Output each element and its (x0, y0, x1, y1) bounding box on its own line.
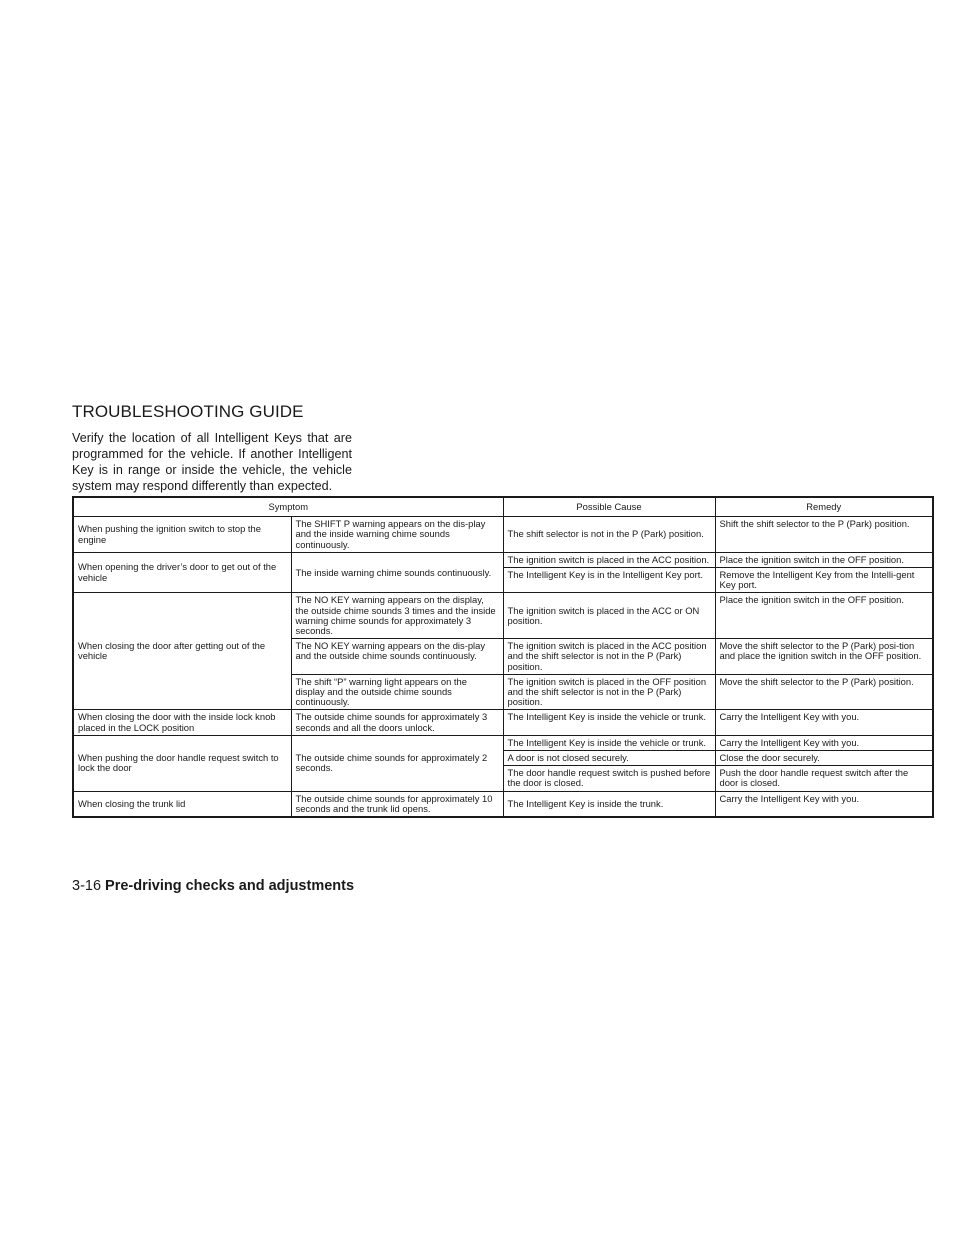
section-title: TROUBLESHOOTING GUIDE (72, 402, 304, 421)
cause-cell: The shift selector is not in the P (Park) position. (503, 517, 715, 553)
remedy-cell: Carry the Intelligent Key with you. (715, 710, 933, 735)
cause-cell: The door handle request switch is pushed before the door is closed. (503, 766, 715, 791)
condition-cell: The shift “P” warning light appears on the display and the outside chime sounds continuously. (291, 674, 503, 710)
remedy-cell: Carry the Intelligent Key with you. (715, 791, 933, 817)
symptom-cell: When pushing the ignition switch to stop the engine (73, 517, 291, 553)
condition-cell: The outside chime sounds for approximately 3 seconds and all the doors unlock. (291, 710, 503, 735)
condition-cell: The NO KEY warning appears on the dis-play and the outside chime sounds continuously. (291, 639, 503, 675)
symptom-cell: When closing the door after getting out of the vehicle (73, 593, 291, 710)
cause-cell: A door is not closed securely. (503, 751, 715, 766)
table-row (73, 735, 933, 750)
remedy-cell: Shift the shift selector to the P (Park) position. (715, 517, 933, 553)
symptom-cell: When closing the trunk lid (73, 791, 291, 817)
troubleshooting-table (72, 496, 934, 818)
table-row (73, 791, 933, 817)
header-remedy: Remedy (715, 497, 933, 517)
header-symptom: Symptom (73, 497, 503, 517)
cause-cell: The ignition switch is placed in the OFF position and the shift selector is not in the P (Park) position. (503, 674, 715, 710)
remedy-cell: Place the ignition switch in the OFF position. (715, 593, 933, 639)
symptom-cell: When closing the door with the inside lock knob placed in the LOCK position (73, 710, 291, 735)
table-row (73, 517, 933, 553)
table-row (73, 710, 933, 735)
table-row (73, 552, 933, 567)
cause-cell: The Intelligent Key is inside the vehicle or trunk. (503, 735, 715, 750)
remedy-cell: Carry the Intelligent Key with you. (715, 735, 933, 750)
cause-cell: The Intelligent Key is inside the vehicle or trunk. (503, 710, 715, 735)
cause-cell: The Intelligent Key is inside the trunk. (503, 791, 715, 817)
table-header-row (73, 497, 933, 517)
header-possible-cause: Possible Cause (503, 497, 715, 517)
remedy-cell: Move the shift selector to the P (Park) position. (715, 674, 933, 710)
remedy-cell: Push the door handle request switch after the door is closed. (715, 766, 933, 791)
cause-cell: The ignition switch is placed in the ACC position and the shift selector is not in the P (Park) position. (503, 639, 715, 675)
cause-cell: The Intelligent Key is in the Intelligent Key port. (503, 568, 715, 593)
remedy-cell: Close the door securely. (715, 751, 933, 766)
condition-cell: The SHIFT P warning appears on the dis-play and the inside warning chime sounds continuously. (291, 517, 503, 553)
remedy-cell: Remove the Intelligent Key from the Intelli-gent Key port. (715, 568, 933, 593)
remedy-cell: Move the shift selector to the P (Park) posi-tion and place the ignition switch in the OFF position. (715, 639, 933, 675)
condition-cell: The inside warning chime sounds continuously. (291, 552, 503, 593)
page-footer (72, 878, 354, 894)
symptom-cell: When opening the driver’s door to get out of the vehicle (73, 552, 291, 593)
footer-section-name: Pre-driving checks and adjustments (105, 878, 355, 894)
table-row (73, 593, 933, 639)
condition-cell: The outside chime sounds for approximately 10 seconds and the trunk lid opens. (291, 791, 503, 817)
condition-cell: The outside chime sounds for approximately 2 seconds. (291, 735, 503, 791)
cause-cell: The ignition switch is placed in the ACC position. (503, 552, 715, 567)
page-number: 3-16 (72, 878, 102, 894)
symptom-cell: When pushing the door handle request switch to lock the door (73, 735, 291, 791)
condition-cell: The NO KEY warning appears on the display, the outside chime sounds 3 times and the inside warning chime sounds for approximately 3 seconds. (291, 593, 503, 639)
intro-paragraph: Verify the location of all Intelligent Keys that are programmed for the vehicle. If another Intelligent Key is in range or inside the vehicle, the vehicle system may respond differently than expected. (72, 431, 352, 493)
remedy-cell: Place the ignition switch in the OFF position. (715, 552, 933, 567)
cause-cell: The ignition switch is placed in the ACC or ON position. (503, 593, 715, 639)
